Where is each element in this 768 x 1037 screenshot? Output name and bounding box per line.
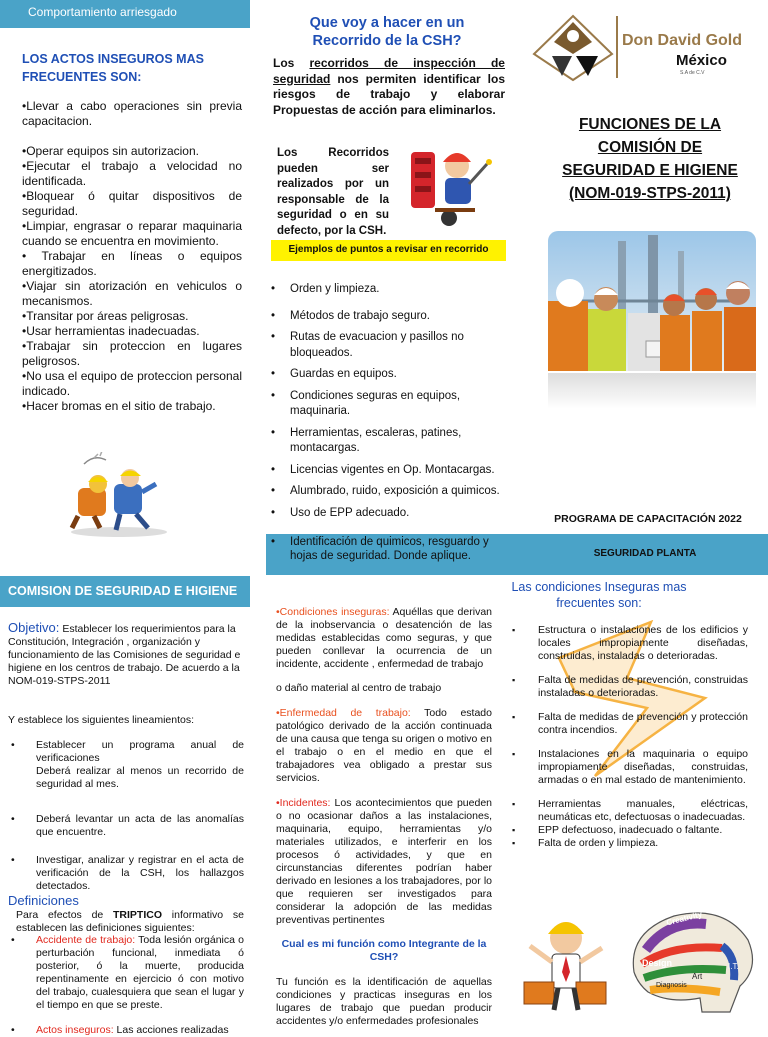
list-item: • Guardas en equipos. [268,367,502,383]
list-item: •No usa el equipo de proteccion personal indicado. [22,369,242,398]
objective-block [8,621,244,688]
inspection-title: Que voy a hacer en un Recorrido de la CSH? [309,15,465,49]
defs-intro-post: informativo se establecen las definiciones siguientes: [16,909,244,934]
list-item: ▪ Instalaciones en la maquinaria o equipo impropiamente diseñadas, construidas, armadas o en mal estado de mantenimiento. [510,748,748,787]
role-answer: Tu función es la identificación de aquellas condiciones y practicas inseguras en los lugares de trabajo que puedan producir accidentes y/o enfermedades profesionales [276,976,492,1027]
logo-company-name: Don David Gold [622,32,742,49]
workers-tripping-illustration [64,452,174,538]
list-item: •Limpiar, engrasar o reparar maquinaria cuando se encuentra en movimiento. [22,219,242,248]
def-term: •Condiciones inseguras: [276,606,390,618]
def-term: •Enfermedad de trabajo: [276,707,411,719]
list-item: ▪ EPP defectuoso, inadecuado o faltante. [510,824,748,837]
program-label: PROGRAMA DE CAPACITACIÓN 2022 [554,513,742,525]
list-item: ▪ Falta de medidas de prevención y protección contra incendios. [510,711,748,737]
inspection-who: Los Recorridos pueden ser realizados por un responsable de la seguridad o en su defecto, por la CSH. [277,147,389,237]
unsafe-conditions-list [510,624,748,850]
brain-word: Design [642,958,673,968]
list-item [8,739,244,791]
list-item: •Usar herramientas inadecuadas. [22,324,200,338]
list-item: •Bloquear ó quitar dispositivos de seguridad. [22,189,242,218]
list-item: •Transitar por áreas peligrosas. [22,309,189,323]
def-text: Los acontecimientos que pueden o no ocasionar daños a las instalaciones, maquinaria, equipo, herramientas y/o materiales utilizados, e interferir en los procesos ó actividades, y que en circunstancias diferentes podrían haber derivado en lesiones a los trabajadores, por lo que requieren ser investigados para considerar la adopción de las medidas preventivas pertinentes [276,797,492,926]
objective-label: Objetivo: [8,620,60,635]
company-logo [530,12,758,84]
defs-intro-bold: TRIPTICO [113,909,163,921]
brain-skills-illustration [626,910,758,1014]
commission-banner-label: COMISION DE SEGURIDAD E HIGIENE [8,584,238,598]
brochure-title: FUNCIONES DE LA COMISIÓN DE SEGURIDAD E HIGIENE (NOM-019-STPS-2011) [562,116,738,202]
list-item: • Licencias vigentes en Op. Montacargas. [268,463,502,479]
list-item: ▪ Falta de orden y limpieza. [510,837,748,850]
def-text: Todo estado patológico derivado de la acción continuada de una causa que tenga su origen o motivo en el trabajo o en el medio en que el trabajadores vea obligado a prestar sus servicios. [276,707,492,784]
defs-intro-pre: Para efectos de [16,909,114,921]
definitions-heading: Definiciones [8,893,79,908]
guideline-1: Establecer un programa anual de verificaciones [36,739,244,764]
guideline-2: Deberá realizar al menos un recorrido de seguridad al mes. [36,765,244,790]
list-item: •Operar equipos sin autorizacion. [22,144,199,158]
brain-word: Art [692,972,703,981]
def-term: •Incidentes: [276,797,331,809]
intro-underline: recorridos de inspección de seguridad [273,56,505,86]
unsafe-conditions-definition [276,606,492,671]
unsafe-acts-list [22,99,242,414]
brain-word: Diagnosis [656,982,687,989]
list-item: • Métodos de trabajo seguro. [268,309,502,325]
guidelines-intro: Y establece los siguientes lineamientos: [8,714,195,726]
def-term: Accidente de trabajo: [36,934,136,946]
list-item: • Deberá levantar un acta de las anomalías que encuentre. [8,813,244,839]
list-item: ▪ Herramientas manuales, eléctricas, neumáticas etc, defectuosas o inadecuadas. [510,798,748,824]
examples-label: Ejemplos de puntos a revisar en recorrido [288,244,489,255]
objective-text: Establecer los requerimientos para la Constitución, Integración , organización y funcionamiento de las Comisiones de seguridad e higiene en los centros de trabajo. De acuerdo a la NOM-019-STPS-2011 [8,623,241,687]
list-item: • Identificación de quimicos, resguardo y hojas de seguridad. Donde aplique. [268,535,502,563]
list-item: • Uso de EPP adecuado. [268,506,502,522]
inspection-intro [273,56,505,118]
list-item: •Hacer bromas en el sitio de trabajo. [22,399,216,413]
list-item: • Investigar, analizar y registrar en el acta de verificación de la CSH, los hallazgos detectados. [8,854,244,893]
seguridad-planta-label: SEGURIDAD PLANTA [593,548,697,559]
list-item: ▪ Estructura o instalaciones de los edificios y locales impropiamente diseñadas, construidas, instaladas o deterioradas. [510,624,748,663]
list-item [8,934,244,1012]
intro-pre: Los [273,56,310,70]
logo-country: México [676,52,727,69]
worker-cartoon-illustration [518,912,614,1012]
unsafe-conditions-heading: Las condiciones Inseguras mas frecuentes son: [511,580,687,610]
guidelines-list [8,739,244,893]
safety-team-photo [548,231,756,411]
incidents-definition [276,797,492,927]
worker-with-tool-illustration [405,138,497,230]
examples-banner [271,240,506,261]
unsafe-conditions-tail: o daño material al centro de trabajo [276,682,442,694]
commission-banner [0,576,250,607]
logo-divider [616,16,618,78]
def-text: Toda lesión orgánica o perturbación funcional, inmediata ó posterior, ó la muerte, producida repentinamente en ejercicio ó con motivo del trabajo, cualesquiera que sean el lugar y el tiempo en que se preste. [36,934,244,1011]
review-points-list [268,282,502,521]
list-item: • Rutas de evacuacion y pasillos no bloqueados. [268,330,502,361]
role-question: Cual es mi función como Integrante de la CSH? [281,938,487,963]
list-item: •Viajar sin atorización en vehiculos o mecanismos. [22,279,242,308]
list-item: •Trabajar sin proteccion en lugares peligrosos. [22,339,242,368]
list-item: ▪ Falta de medidas de prevención, construidas instaladas o deterioradas. [510,674,748,700]
risky-behavior-banner [0,0,250,28]
definitions-list [8,934,244,1037]
intro-post: nos permiten identificar los riesgos de trabajo y elaborar Propuestas de acción para eliminarlos. [273,71,505,117]
list-item: • Orden y limpieza. [268,282,502,298]
list-item: • Herramientas, escaleras, patines, montacargas. [268,426,502,457]
list-item: •Llevar a cabo operaciones sin previa capacitacion. [22,99,242,128]
list-item: • Trabajar en líneas o equipos energitizados. [22,249,242,278]
banner-label: Comportamiento arriesgado [28,5,177,19]
list-item [8,1024,244,1037]
brain-word: Creativity [665,909,704,928]
brain-word: I.T. [728,962,739,971]
def-text: Aquéllas que derivan de la inobservancia o desatención de las medidas establecidas como seguras, y que pueden conllevar la ocurrencia de un incidente, accidente , enfermedad de trabajo [276,606,492,670]
occupational-disease-definition [276,707,492,785]
list-item: • Condiciones seguras en equipos, maquinaria. [268,389,502,420]
def-text: Las acciones realizadas [113,1024,229,1036]
logo-emblem-icon [532,14,614,84]
logo-legal-suffix: S.A de C.V [680,70,705,76]
unsafe-acts-heading: LOS ACTOS INSEGUROS MAS FRECUENTES SON: [22,52,204,84]
list-item: •Ejecutar el trabajo a velocidad no identificada. [22,159,242,188]
def-term: Actos inseguros: [36,1024,114,1036]
list-item: • Alumbrado, ruido, exposición a quimicos. [268,484,502,500]
list-item-chemicals [268,535,502,563]
definitions-intro [16,909,244,935]
